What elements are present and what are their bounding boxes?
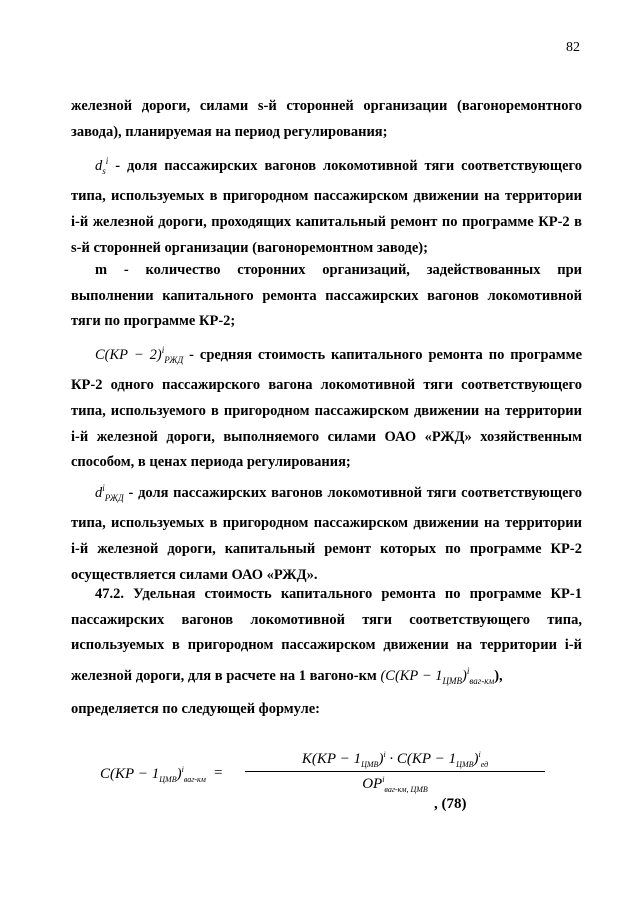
paragraph-formula-intro <box>71 697 582 723</box>
paragraph-6-text: 47.2. Удельная стоимость капитального ремонта по программе КР-1 пассажирских вагонов локомотивной тяги соответствующего типа, используемых в пригородном пассажирском движении на территории i-й железной дороги, для в расчете на 1 вагоно-км <box>71 586 582 684</box>
paragraph-6-tail: ), <box>494 667 503 684</box>
paragraph-7-text: определяется по следующей формуле: <box>71 701 320 717</box>
formula-denominator: $OP^i_{ваг-км, ЦМВ}$ <box>362 775 428 794</box>
paragraph-3-text: m - количество сторонних организаций, задействованных при выполнении капитального ремонта пассажирских вагонов локомотивной тяги по программе КР-2; <box>71 262 582 330</box>
equation-number: , (78) <box>434 796 467 812</box>
paragraph-definition-ds <box>71 149 582 261</box>
formula-fraction <box>240 750 550 794</box>
formula-78 <box>100 750 580 840</box>
page-number: 82 <box>566 40 580 55</box>
formula-numerator: $K(КР - 1_{ЦМВ})^i \cdot C(КР - 1_{ЦМВ})^i_{ед}$ <box>301 750 489 769</box>
paragraph-4-text: - средняя стоимость капитального ремонта по программе КР-2 одного пассажирского вагона локомотивной тяги соответствующего типа, используемого в пригородном пассажирском движении на территории i-й железной дороги, выполняемого силами ОАО «РЖД» хозяйственным способом, в ценах периода регулирования; <box>71 346 582 471</box>
paragraph-definition-d-rzd <box>71 476 582 588</box>
formula-lhs: $C(КР - 1_{ЦМВ})^i_{ваг-км}$ <box>100 765 206 784</box>
symbol-cost-kr1-inline: ($C(КР - 1_{ЦМВ})^i_{ваг-км}$ <box>380 665 495 686</box>
formula-equals: = <box>214 765 223 781</box>
paragraph-continuation <box>71 94 582 145</box>
symbol-cost-kr2-rzd: C(КР − 2)$^i_{РЖД}$ <box>95 345 184 365</box>
paragraph-5-text: - доля пассажирских вагонов локомотивной тяги соответствующего типа, используемых в пригородном пассажирском движении на территории i-й железной дороги, капитальный ремонт которых по программе КР-2 осуществляется силами ОАО «РЖД». <box>71 484 582 583</box>
paragraph-47-2 <box>71 582 582 694</box>
paragraph-definition-cost-rzd <box>71 338 582 476</box>
paragraph-1-text: железной дороги, силами s-й сторонней организации (вагоноремонтного завода), планируемая на период регулирования; <box>71 98 582 140</box>
paragraph-2-text: - доля пассажирских вагонов локомотивной тяги соответствующего типа, используемых в пригородном пассажирском движении на территории i-й железной дороги, проходящих капитальный ремонт по программе КР-2 в s-й сторонней организации (вагоноремонтном заводе); <box>71 157 582 256</box>
symbol-d-s: $d_s^i$ <box>95 156 109 176</box>
symbol-d-rzd: $d^i_{РЖД}$ <box>95 483 124 503</box>
paragraph-definition-m <box>71 258 582 335</box>
